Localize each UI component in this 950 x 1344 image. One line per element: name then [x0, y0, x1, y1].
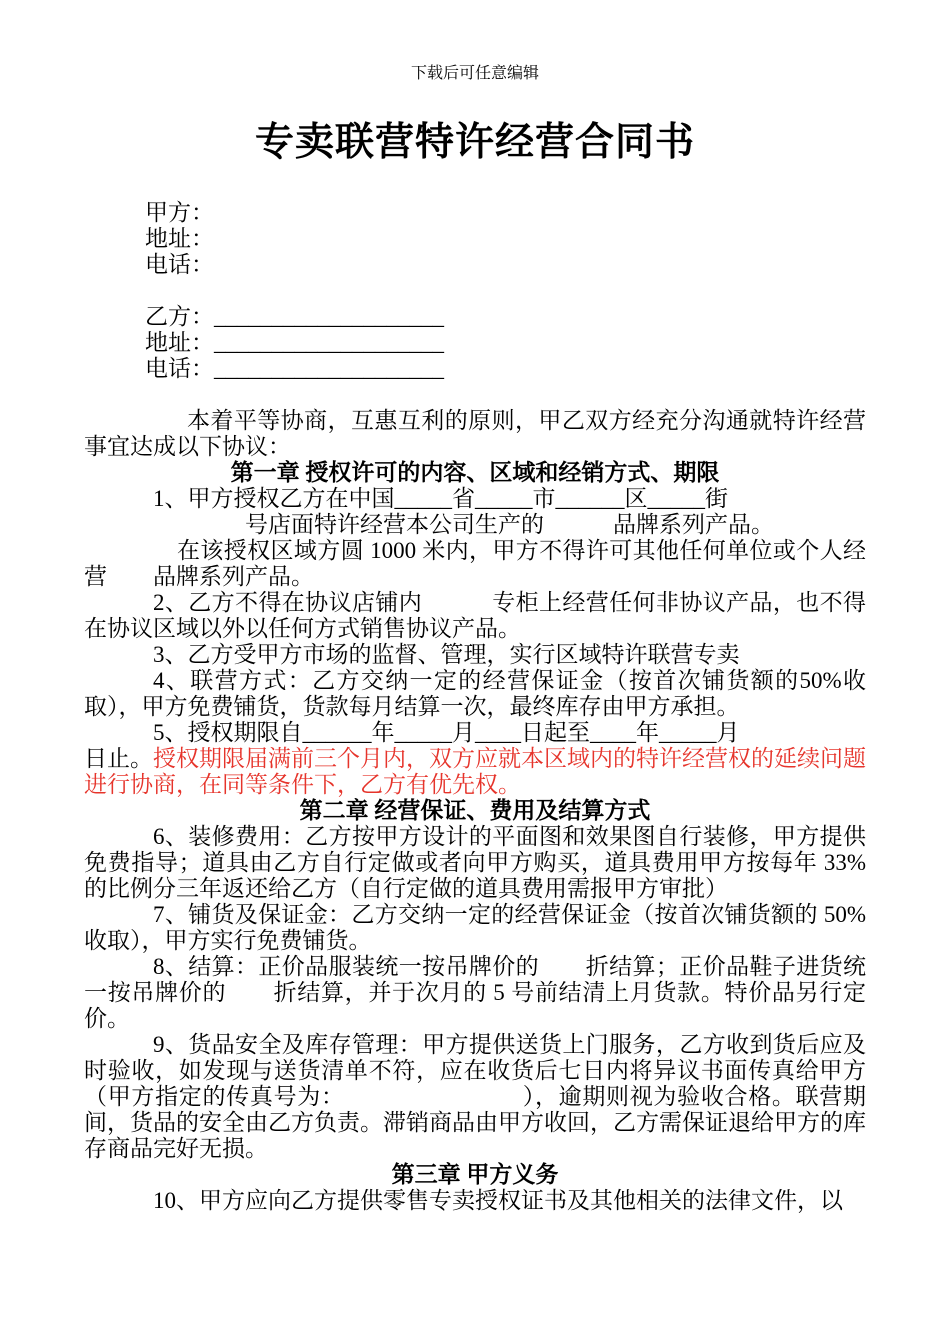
clause-9-paragraph: 9、货品安全及库存管理：甲方提供送货上门服务，乙方收到货后应及时验收，如发现与送货清单不符，应在收货后七日内将异议书面传真给甲方（甲方指定的传真号为： ），逾期则视为验收合格。联营期间，货品的安全由乙方负责。滞销商品由甲方收回，乙方需保证退给甲方的库存商品完好无损。	[84, 1032, 866, 1161]
party-b-name-blank-underline: ____________________	[214, 304, 444, 329]
party-b-phone-blank-underline: ____________________	[214, 356, 444, 381]
chapter-1-heading: 第一章 授权许可的内容、区域和经销方式、期限	[230, 460, 720, 485]
party-b-address-line	[145, 330, 866, 356]
blank-line-spacer	[84, 382, 866, 408]
blank-line-spacer	[84, 278, 866, 304]
header-note: 下载后可任意编辑	[410, 65, 539, 82]
clause-7-paragraph: 7、铺货及保证金：乙方交纳一定的经营保证金（按首次铺货额的 50%收取），甲方实行免费铺货。	[84, 902, 866, 953]
clause-4-paragraph: 4、联营方式：乙方交纳一定的经营保证金（按首次铺货额的50%收取），甲方免费铺货，货款每月结算一次，最终库存由甲方承担。	[84, 668, 866, 719]
party-b-name-line	[145, 304, 866, 330]
clause-1-line-2: 号店面特许经营本公司生产的 品牌系列产品。	[84, 512, 774, 537]
preamble-paragraph: 本着平等协商，互惠互利的原则，甲乙双方经充分沟通就特许经营事宜达成以下协议：	[84, 408, 866, 459]
clause-5-line-2-black: 日止。	[84, 746, 153, 771]
document-title: 专卖联营特许经营合同书	[254, 121, 695, 164]
clause-8-paragraph: 8、结算：正价品服装统一按吊牌价的 折结算；正价品鞋子进货统一按吊牌价的 折结算，并于次月的 5 号前结清上月货款。特价品另行定价。	[84, 954, 866, 1031]
party-b-block	[145, 304, 866, 382]
party-a-address-line	[145, 226, 866, 252]
party-a-phone-line	[145, 252, 866, 278]
chapter-2-heading: 第二章 经营保证、费用及结算方式	[299, 798, 651, 823]
party-b-address-blank-underline: ____________________	[214, 330, 444, 355]
party-a-block	[145, 200, 866, 278]
chapter-3-heading: 第三章 甲方义务	[391, 1162, 559, 1187]
clause-1-paragraph	[84, 486, 866, 538]
clause-5-line-1: 5、授权期限自______年_____月____日起至____年_____月	[153, 720, 740, 745]
clause-5-red-emphasis: 授权期限届满前三个月内，双方应就本区域内的特许经营权的延续问题进行协商，在同等条件下，乙方有优先权。	[84, 746, 866, 797]
clause-3-paragraph: 3、乙方受甲方市场的监督、管理，实行区域特许联营专卖	[153, 642, 740, 667]
clause-10-paragraph: 10、甲方应向乙方提供零售专卖授权证书及其他相关的法律文件，以	[153, 1188, 843, 1213]
party-a-name-line	[145, 200, 866, 226]
clause-2-paragraph: 2、乙方不得在协议店铺内 专柜上经营任何非协议产品，也不得在协议区域以外以任何方式销售协议产品。	[84, 590, 866, 641]
party-a-name-label: 甲方：	[145, 200, 214, 225]
party-b-phone-label: 电话：	[145, 356, 214, 381]
clause-1-note-paragraph: 在该授权区域方圆 1000 米内，甲方不得许可其他任何单位或个人经营 品牌系列产品。	[84, 538, 866, 589]
clause-6-paragraph: 6、装修费用：乙方按甲方设计的平面图和效果图自行装修，甲方提供免费指导；道具由乙方自行定做或者向甲方购买，道具费用甲方按每年 33%的比例分三年返还给乙方（自行定做的道具费用需报甲方审批）	[84, 824, 866, 901]
document-body	[84, 200, 866, 1214]
party-b-phone-line	[145, 356, 866, 382]
clause-5-paragraph	[84, 720, 866, 798]
clause-1-line-1: 1、甲方授权乙方在中国_____省_____市______区_____街	[153, 486, 728, 511]
party-a-phone-label: 电话：	[145, 252, 214, 277]
party-b-address-label: 地址：	[145, 330, 214, 355]
party-b-name-label: 乙方：	[145, 304, 214, 329]
party-a-address-label: 地址：	[145, 226, 214, 251]
